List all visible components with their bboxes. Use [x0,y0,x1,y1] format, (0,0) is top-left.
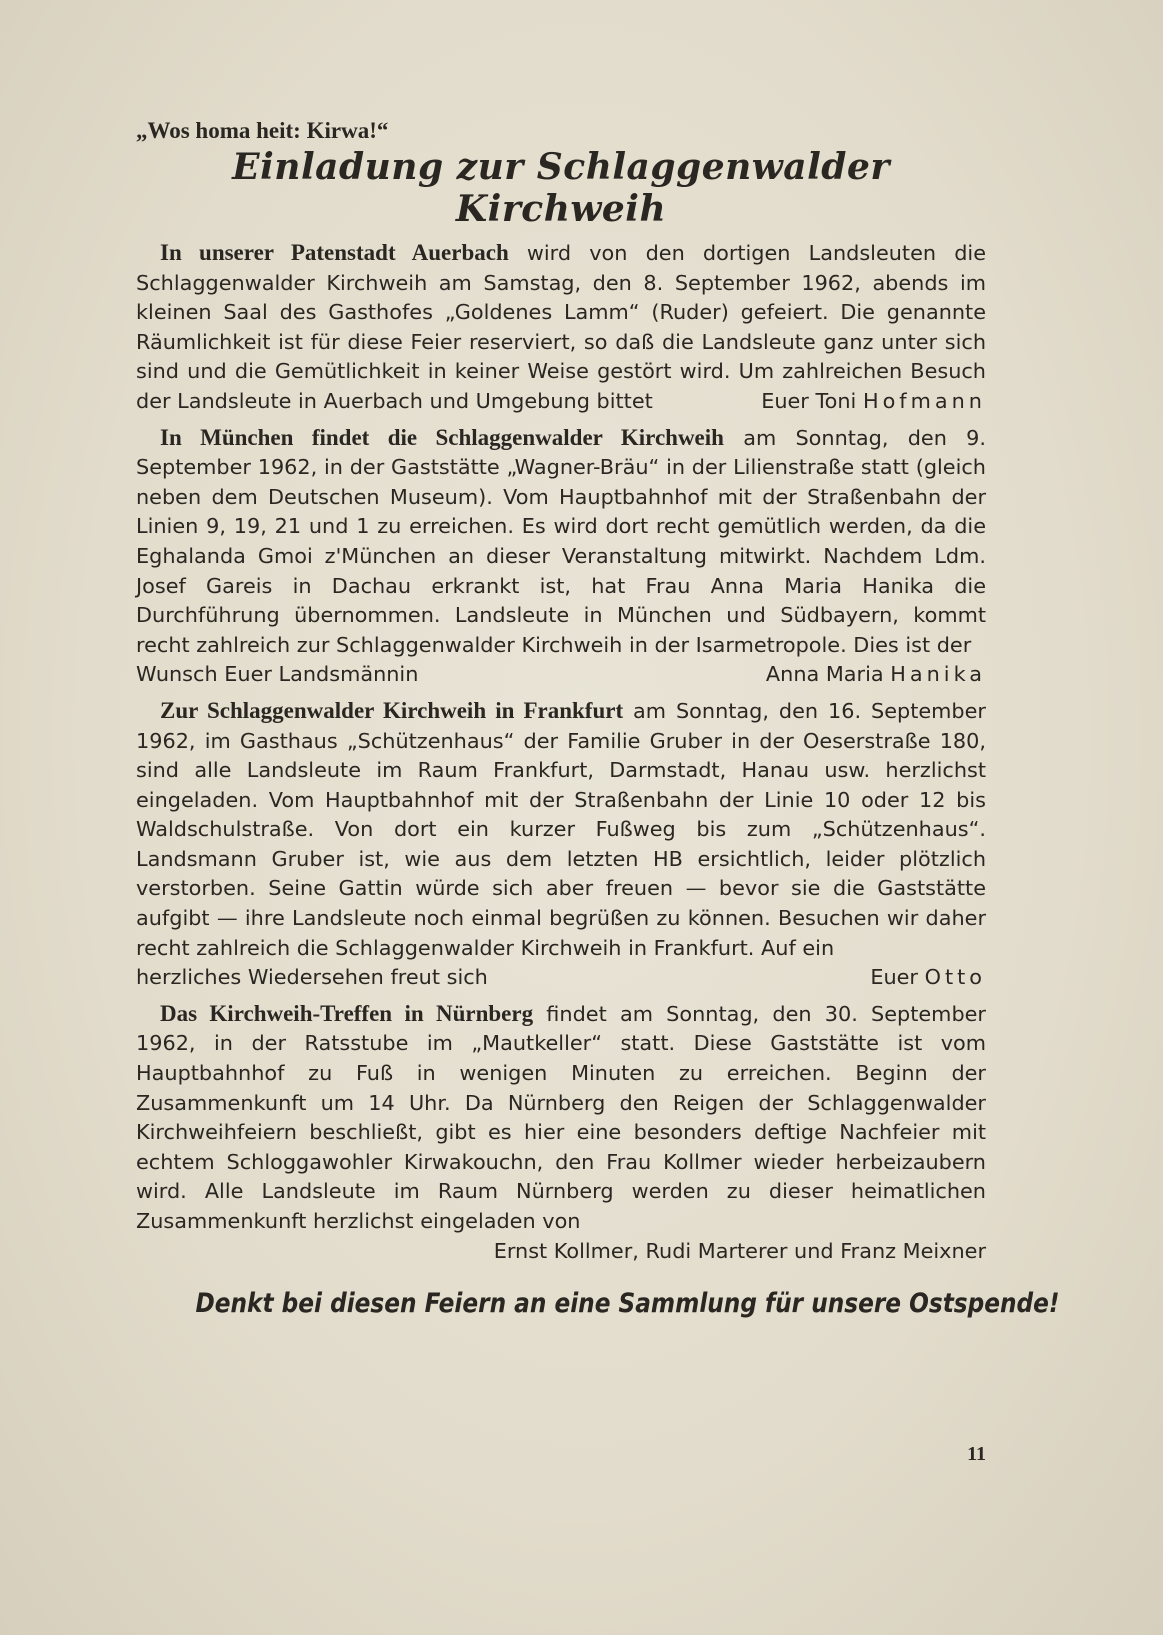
section-lead: Das Kirchweih-Treffen in Nürnberg [160,1000,534,1026]
page-number: 11 [967,1443,986,1465]
appeal-banner: Denkt bei diesen Feiern an eine Sammlung für unsere Ostspende! [195,1288,1060,1320]
section-text: wird von den dortigen Landsleuten die Schlaggenwalder Kirchweih am Samstag, den 8. September 1962, abends im kleinen Saal des Gasthofes „Goldenes Lamm“ (Ruder) gefeiert. Die genannte Räumlichkeit ist für diese Feier reserviert, so daß die Landsleute ganz unter sich sind und die Gemütlichkeit in keiner Weise gestört wird. Um zahlreichen Besuch der Landsleute in Auerbach und Umgebung bittet [136,241,986,413]
section-signature: Anna Maria Hanika [765,662,986,687]
article-title: Einladung zur Schlaggenwalder Kirchweih [232,146,890,230]
signature-name: Hofmann [862,388,986,413]
section-muenchen [136,423,986,690]
closing-text: Wunsch Euer Landsmännin [136,662,419,687]
section-text: am Sonntag, den 16. September 1962, im Gasthaus „Schützenhaus“ der Familie Gruber in der Oeserstraße 180, sind alle Landsleute im Raum Frankfurt, Darmstadt, Hanau usw. herzlichst eingeladen. Vom Hauptbahnhof mit der Straßenbahn der Linie 10 oder 12 bis Waldschulstraße. Von dort ein kurzer Fußweg bis zum „Schützenhaus“. Landsmann Gruber ist, wie aus dem letzten HB ersichtlich, leider plötzlich verstorben. Seine Gattin würde sich aber freuen — bevor sie die Gaststätte aufgibt — ihre Landsleute noch einmal begrüßen zu können. Besuchen wir daher recht zahlreich die Schlaggenwalder Kirchweih in Frankfurt. Auf ein [136,698,986,960]
section-signature: Euer Toni Hofmann [761,388,986,413]
section-text: am Sonntag, den 9. September 1962, in der Gaststätte „Wagner-Bräu“ in der Lilienstraße statt (gleich neben dem Deutschen Museum). Vom Hauptbahnhof mit der Straßenbahn der Linien 9, 19, 21 und 1 zu erreichen. Es wird dort recht gemütlich werden, da die Eghalanda Gmoi z'München an dieser Veranstaltung mitwirkt. Nachdem Ldm. Josef Gareis in Dachau erkrankt ist, hat Frau Anna Maria Hanika die Durchführung übernommen. Landsleute in München und Südbayern, kommt recht zahlreich zur Schlaggenwalder Kirchweih in der Isarmetropole. Dies ist der [136,425,986,657]
kicker-heading: „Wos homa heit: Kirwa!“ [136,118,389,143]
section-lead: In unserer Patenstadt Auerbach [160,240,509,265]
article [136,118,1060,1320]
section-lead: In München findet die Schlaggenwalder Kirchweih [160,424,724,450]
signature-name: Otto [924,965,986,990]
closing-line [136,963,986,993]
signers-line: Ernst Kollmer, Rudi Marterer und Franz Meixner [493,1238,986,1263]
section-lead: Zur Schlaggenwalder Kirchweih in Frankfurt [160,697,624,723]
closing-text: herzliches Wiedersehen freut sich [136,965,488,990]
signature-name: Hanika [890,662,986,687]
section-text: findet am Sonntag, den 30. September 1962, in der Ratsstube im „Mautkeller“ statt. Diese Gaststätte ist vom Hauptbahnhof zu Fuß in wenigen Minuten zu erreichen. Beginn der Zusammenkunft um 14 Uhr. Da Nürnberg den Reigen der Schlaggenwalder Kirchweihfeiern beschließt, gibt es hier eine besonders deftige Nachfeier mit echtem Schloggawohler Kirwakouchn, den Frau Kollmer wieder herbeizaubern wird. Alle Landsleute im Raum Nürnberg werden zu dieser heimatlichen Zusammenkunft herzlichst eingeladen von [136,1001,986,1233]
section-auerbach [136,238,986,417]
closing-line [136,660,986,690]
section-signature: Euer Otto [870,965,986,990]
section-frankfurt [136,696,986,993]
section-nuernberg [136,999,986,1237]
